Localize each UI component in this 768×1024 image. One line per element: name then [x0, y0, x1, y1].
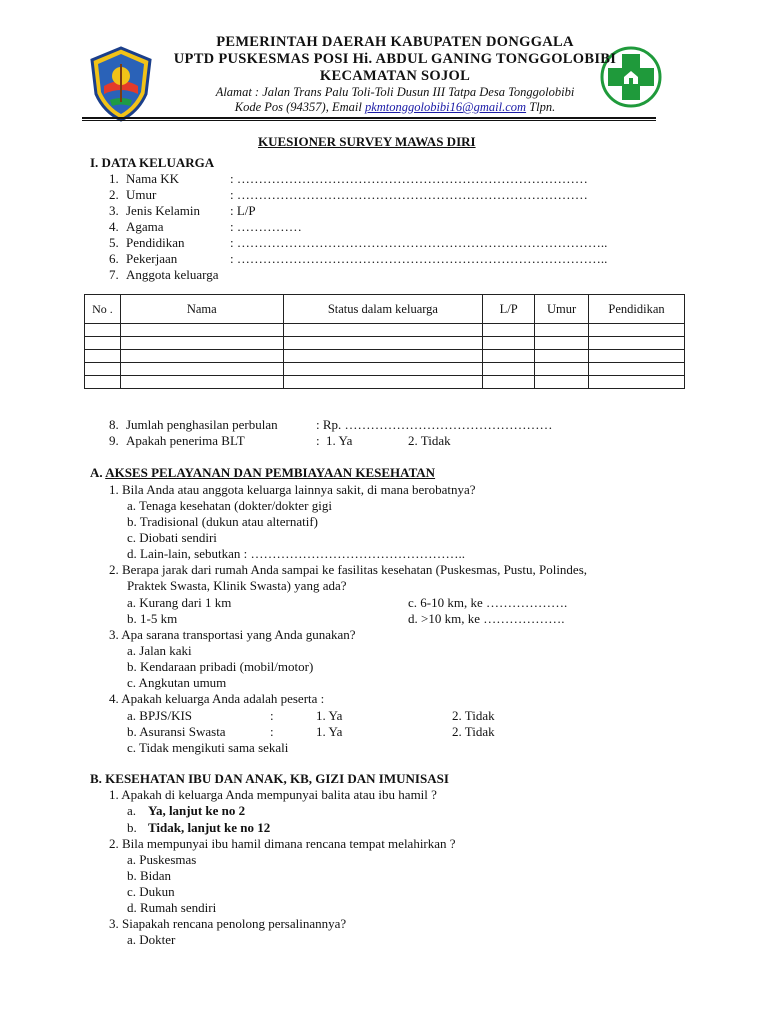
table-cell[interactable] — [589, 350, 685, 363]
colon: : — [270, 724, 274, 739]
table-cell[interactable] — [589, 363, 685, 376]
table-cell[interactable] — [120, 350, 283, 363]
header-no: No . — [85, 295, 121, 324]
option-tidak[interactable]: 2. Tidak — [408, 433, 451, 448]
table-cell[interactable] — [120, 324, 283, 337]
item-number: 7. — [109, 267, 119, 282]
table-cell[interactable] — [120, 337, 283, 350]
question-text: 1. Bila Anda atau anggota keluarga lainnya sakit, di mana berobatnya? — [109, 482, 476, 497]
answer-option[interactable]: c. Tidak mengikuti sama sekali — [127, 740, 289, 755]
colon: : — [316, 433, 320, 448]
question-text: 1. Apakah di keluarga Anda mempunyai balita atau ibu hamil ? — [109, 787, 437, 802]
table-cell[interactable] — [535, 324, 589, 337]
option-ya[interactable]: 1. Ya — [316, 708, 343, 723]
answer-option[interactable]: c. Dukun — [127, 884, 175, 899]
table-row — [85, 324, 685, 337]
field-blank[interactable]: : L/P — [230, 203, 256, 218]
answer-option[interactable]: b. Bidan — [127, 868, 172, 883]
regency-emblem — [88, 46, 154, 122]
item-number: 1. — [109, 171, 119, 186]
table-cell[interactable] — [120, 363, 283, 376]
answer-option[interactable]: c. 6-10 km, ke ………………. — [408, 595, 568, 610]
answer-option[interactable]: c. Angkutan umum — [127, 675, 227, 690]
table-cell[interactable] — [483, 350, 535, 363]
option-tidak[interactable]: 2. Tidak — [452, 724, 495, 739]
table-row — [85, 350, 685, 363]
section-a-heading: A. AKSES PELAYANAN DAN PEMBIAYAAN KESEHATAN — [90, 465, 436, 480]
table-cell[interactable] — [589, 337, 685, 350]
table-row — [85, 337, 685, 350]
answer-option[interactable]: a. Jalan kaki — [127, 643, 192, 658]
header-lp: L/P — [483, 295, 535, 324]
answer-option[interactable]: Tidak, lanjut ke no 12 — [148, 820, 271, 835]
table-cell[interactable] — [120, 376, 283, 389]
table-cell[interactable] — [535, 363, 589, 376]
table-cell[interactable] — [283, 350, 483, 363]
table-cell[interactable] — [85, 350, 121, 363]
answer-option[interactable]: b. Tradisional (dukun atau alternatif) — [127, 514, 318, 529]
header-pendidikan: Pendidikan — [589, 295, 685, 324]
option-ya[interactable]: 1. Ya — [316, 724, 343, 739]
question-text: 4. Apakah keluarga Anda adalah peserta : — [109, 691, 325, 706]
header-address: Alamat : Jalan Trans Palu Toli-Toli Dusun III Tatpa Desa Tonggolobibi — [215, 85, 575, 99]
answer-option[interactable]: a. Puskesmas — [127, 852, 197, 867]
table-cell[interactable] — [589, 376, 685, 389]
field-blank[interactable]: : ………………………………………………………………………….. — [230, 235, 608, 250]
table-cell[interactable] — [483, 324, 535, 337]
table-cell[interactable] — [85, 376, 121, 389]
field-label: Pendidikan — [126, 235, 185, 250]
field-blank[interactable]: : …………… — [230, 219, 302, 234]
answer-option[interactable]: a. Kurang dari 1 km — [127, 595, 232, 610]
table-cell[interactable] — [85, 324, 121, 337]
header-rule-thick — [82, 117, 656, 119]
field-label: Umur — [126, 187, 157, 202]
answer-option[interactable]: b. Kendaraan pribadi (mobil/motor) — [127, 659, 314, 674]
answer-option[interactable]: b. 1-5 km — [127, 611, 178, 626]
table-cell[interactable] — [85, 363, 121, 376]
section-i-heading: I. DATA KELUARGA — [90, 155, 215, 170]
answer-option[interactable]: d. Lain-lain, sebutkan : ………………………………………….. — [127, 546, 465, 561]
header-umur: Umur — [535, 295, 589, 324]
answer-option[interactable]: a. Dokter — [127, 932, 176, 947]
table-cell[interactable] — [589, 324, 685, 337]
income-blank[interactable]: : Rp. ………………………………………… — [316, 417, 553, 432]
table-cell[interactable] — [535, 350, 589, 363]
field-blank[interactable]: : ……………………………………………………………………… — [230, 171, 588, 186]
item-number: 6. — [109, 251, 119, 266]
answer-option[interactable]: c. Diobati sendiri — [127, 530, 217, 545]
field-blank[interactable]: : ……………………………………………………………………… — [230, 187, 588, 202]
answer-option[interactable]: d. >10 km, ke ………………. — [408, 611, 565, 626]
colon: : — [270, 708, 274, 723]
section-b-heading: B. KESEHATAN IBU DAN ANAK, KB, GIZI DAN IMUNISASI — [90, 771, 449, 786]
item-number: 4. — [109, 219, 119, 234]
field-blank[interactable]: : ………………………………………………………………………….. — [230, 251, 608, 266]
table-cell[interactable] — [483, 363, 535, 376]
field-label: Jenis Kelamin — [126, 203, 201, 218]
header-district: KECAMATAN SOJOL — [319, 68, 471, 84]
answer-option[interactable]: Ya, lanjut ke no 2 — [148, 803, 246, 818]
option-letter: b. — [127, 820, 137, 835]
answer-option[interactable]: d. Rumah sendiri — [127, 900, 217, 915]
family-members-table — [84, 294, 685, 389]
field-label: Pekerjaan — [126, 251, 178, 266]
item-number: 5. — [109, 235, 119, 250]
email-link[interactable]: pkmtonggolobibi16@gmail.com — [364, 100, 527, 114]
item-number: 2. — [109, 187, 119, 202]
answer-option[interactable]: a. Tenaga kesehatan (dokter/dokter gigi — [127, 498, 332, 513]
question-text: 2. Berapa jarak dari rumah Anda sampai ke fasilitas kesehatan (Puskesmas, Pustu, Polindes, — [109, 562, 588, 577]
field-label: Jumlah penghasilan perbulan — [126, 417, 278, 432]
answer-option: a. BPJS/KIS — [127, 708, 193, 723]
question-text-cont: Praktek Swasta, Klinik Swasta) yang ada? — [127, 578, 347, 593]
option-tidak[interactable]: 2. Tidak — [452, 708, 495, 723]
question-text: 2. Bila mempunyai ibu hamil dimana rencana tempat melahirkan ? — [109, 836, 456, 851]
question-text: 3. Apa sarana transportasi yang Anda gunakan? — [109, 627, 356, 642]
table-cell[interactable] — [283, 324, 483, 337]
field-label: Agama — [126, 219, 164, 234]
table-cell[interactable] — [535, 337, 589, 350]
answer-option: b. Asuransi Swasta — [127, 724, 226, 739]
table-cell[interactable] — [283, 337, 483, 350]
document-title: KUESIONER SURVEY MAWAS DIRI — [258, 134, 476, 149]
table-cell[interactable] — [483, 376, 535, 389]
header-status: Status dalam keluarga — [283, 295, 483, 324]
item-number: 9. — [109, 433, 119, 448]
table-row — [85, 376, 685, 389]
table-cell[interactable] — [483, 337, 535, 350]
header-rule-thin — [82, 120, 656, 121]
item-number: 8. — [109, 417, 119, 432]
header-government: PEMERINTAH DAERAH KABUPATEN DONGGALA — [216, 34, 574, 50]
header-nama: Nama — [120, 295, 283, 324]
table-row — [85, 363, 685, 376]
header-puskesmas: UPTD PUSKESMAS POSI Hi. ABDUL GANING TONGGOLOBIBI — [173, 51, 617, 67]
table-cell[interactable] — [283, 376, 483, 389]
table-cell[interactable] — [283, 363, 483, 376]
field-label: Nama KK — [126, 171, 180, 186]
question-text: 3. Siapakah rencana penolong persalinannya? — [109, 916, 347, 931]
item-number: 3. — [109, 203, 119, 218]
option-ya[interactable]: 1. Ya — [326, 433, 353, 448]
table-cell[interactable] — [85, 337, 121, 350]
header-contact: Kode Pos (94357), Email pkmtonggolobibi16@gmail.com Tlpn. — [234, 100, 556, 114]
field-label: Anggota keluarga — [126, 267, 219, 282]
field-label: Apakah penerima BLT — [126, 433, 245, 448]
option-letter: a. — [127, 803, 137, 818]
table-cell[interactable] — [535, 376, 589, 389]
